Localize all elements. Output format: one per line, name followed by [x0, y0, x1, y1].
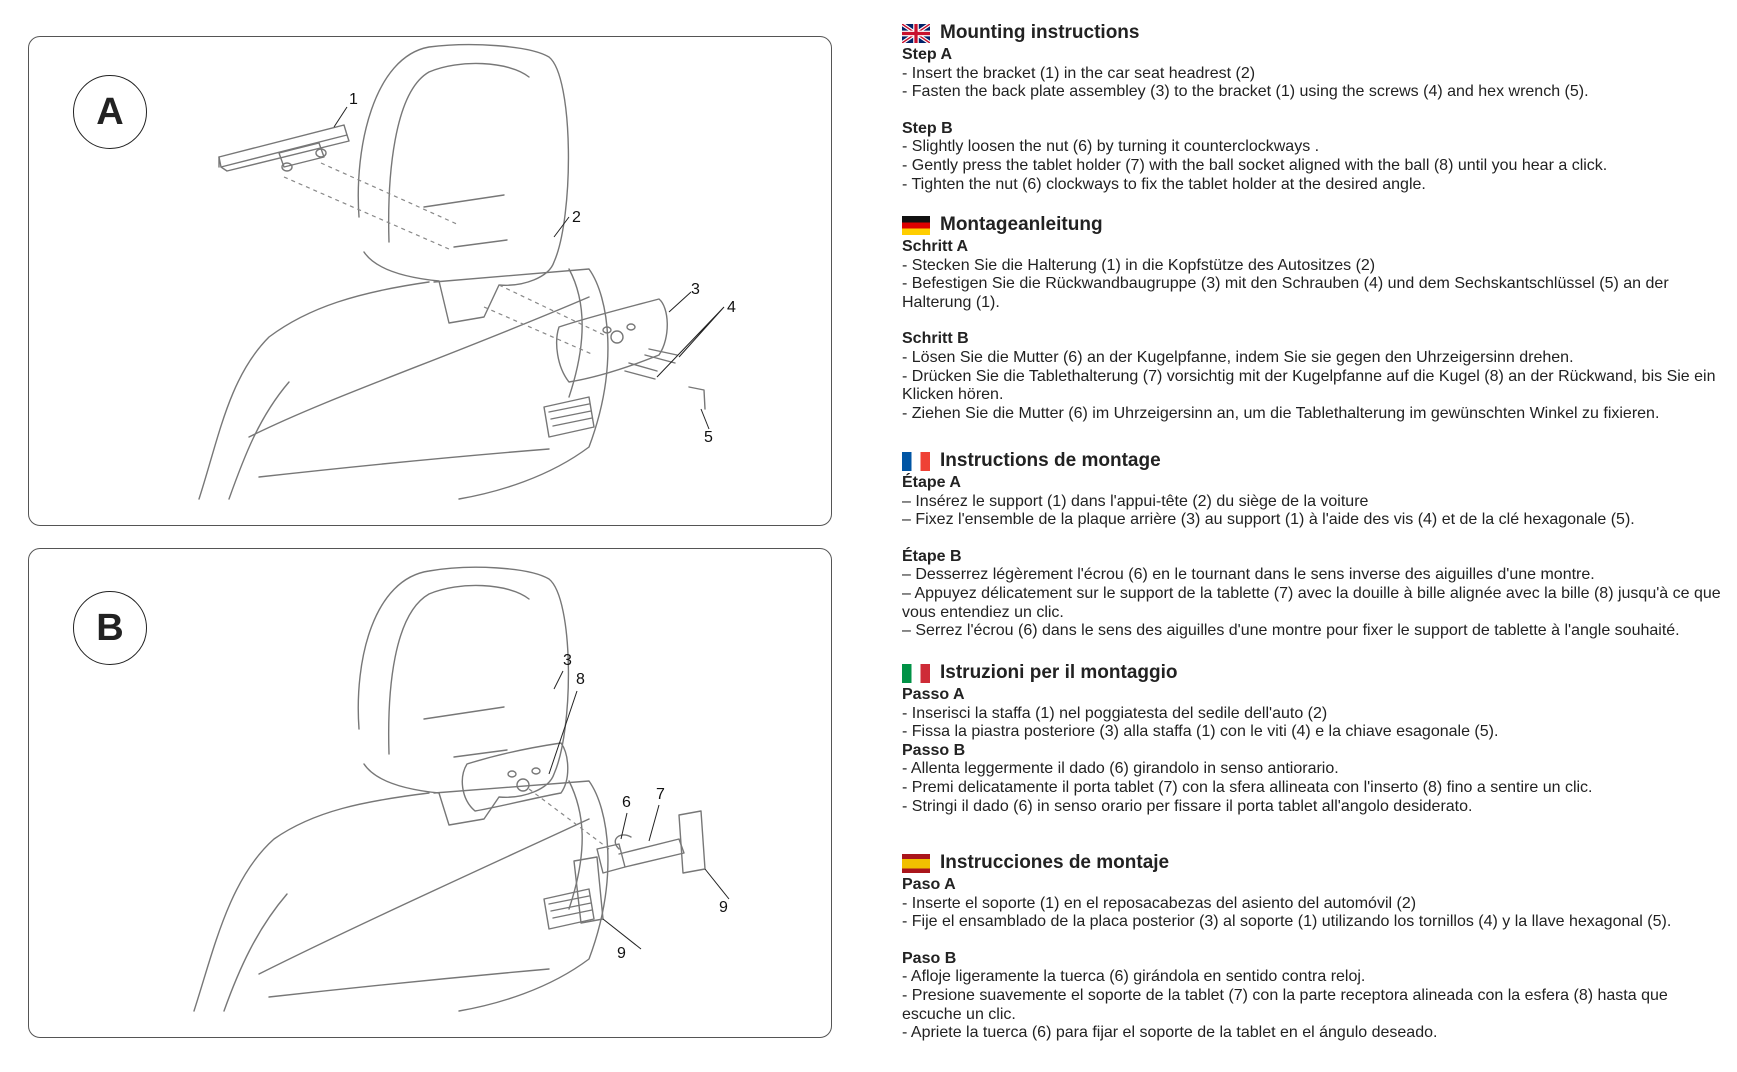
instruction-line: - Befestigen Sie die Rückwandbaugruppe (3) mit den Schrauben (4) und dem Sechskantschlüssel (5) an der Halterung (1).	[902, 275, 1669, 311]
callout-label: 1	[349, 91, 358, 108]
callout-label: 4	[727, 299, 736, 316]
instruction-line: - Inserisci la staffa (1) nel poggiatesta del sedile dell'auto (2)	[902, 704, 1328, 722]
step-b-badge: B	[73, 591, 147, 665]
instruction-line: - Gently press the tablet holder (7) with the ball socket aligned with the ball (8) until you hear a click.	[902, 156, 1608, 174]
instruction-line: - Tighten the nut (6) clockways to fix the tablet holder at the desired angle.	[902, 175, 1426, 193]
step-heading: Étape B	[902, 547, 962, 565]
section-title: Mounting instructions	[940, 21, 1140, 43]
callout-label: 3	[563, 652, 572, 669]
step-heading: Schritt A	[902, 238, 969, 255]
step-heading: Passo A	[902, 686, 965, 703]
germany-flag-icon	[902, 216, 930, 235]
callout-label: 7	[656, 786, 665, 803]
instruction-line: – Insérez le support (1) dans l'appui-tête (2) du siège de la voiture	[902, 492, 1369, 510]
instructions-spanish	[902, 850, 1722, 1043]
step-heading: Step B	[902, 119, 953, 137]
instruction-line: - Ziehen Sie die Mutter (6) im Uhrzeigersinn an, um die Tablethalterung im gewünschten Winkel zu fixieren.	[902, 404, 1660, 422]
instruction-line: - Drücken Sie die Tablethalterung (7) vorsichtig mit der Kugelpfanne auf die Kugel (8) an der Rückwand, bis Sie ein Klicken hören.	[902, 367, 1716, 404]
instruction-line: - Allenta leggermente il dado (6) girandolo in senso antiorario.	[902, 760, 1339, 778]
step-heading: Step A	[902, 46, 953, 63]
spain-flag-icon	[902, 854, 930, 873]
instruction-line: – Serrez l'écrou (6) dans le sens des aiguilles d'une montre pour fixer le support de tablette à l'angle souhaité.	[902, 622, 1680, 640]
callout-label: 9	[719, 899, 728, 916]
instruction-line: - Fissa la piastra posteriore (3) alla staffa (1) con le viti (4) e la chiave esagonale (5).	[902, 723, 1499, 741]
france-flag-icon	[902, 452, 930, 471]
step-heading: Paso B	[902, 949, 957, 967]
instructions-english	[902, 20, 1722, 194]
callout-label: 5	[704, 429, 713, 446]
instruction-line: - Stringi il dado (6) in senso orario per fissare il porta tablet all'angolo desiderato.	[902, 797, 1473, 815]
callout-label: 9	[617, 945, 626, 962]
instruction-line: - Presione suavemente el soporte de la tablet (7) con la parte receptora alineada con la esfera (8) hasta que escuche un clic.	[902, 986, 1668, 1023]
instruction-line: – Fixez l'ensemble de la plaque arrière (3) au support (1) à l'aide des vis (4) et de la clé hexagonale (5).	[902, 511, 1635, 529]
callout-label: 3	[691, 281, 700, 298]
callout-label: 2	[572, 209, 581, 226]
step-a-badge: A	[73, 75, 147, 149]
instructions-german	[902, 212, 1722, 423]
instruction-line: - Fije el ensamblado de la placa posterior (3) al soporte (1) utilizando los tornillos (4) y la llave hexagonal (5).	[902, 913, 1672, 931]
italy-flag-icon	[902, 664, 930, 683]
step-heading: Paso A	[902, 876, 956, 893]
instruction-line: - Premi delicatamente il porta tablet (7) con la sfera allineata con l'inserto (8) fino a sentire un clic.	[902, 778, 1593, 796]
callout-label: 8	[576, 671, 585, 688]
instruction-line: - Apriete la tuerca (6) para fijar el soporte de la tablet en el ángulo deseado.	[902, 1024, 1438, 1042]
section-title: Montageanleitung	[940, 213, 1103, 235]
seat-bracket-illustration	[29, 37, 832, 526]
section-title: Instructions de montage	[940, 449, 1161, 471]
section-title: Instrucciones de montaje	[940, 851, 1170, 873]
step-heading: Schritt B	[902, 330, 969, 348]
tablet-holder-illustration	[29, 549, 832, 1038]
instruction-line: - Slightly loosen the nut (6) by turning it counterclockways .	[902, 138, 1320, 156]
instruction-line: - Fasten the back plate assembley (3) to the bracket (1) using the screws (4) and hex wrench (5).	[902, 83, 1589, 101]
instructions-italian	[902, 660, 1722, 816]
step-a-illustration-panel	[28, 36, 832, 526]
instruction-line: - Stecken Sie die Halterung (1) in die Kopfstütze des Autositzes (2)	[902, 256, 1376, 274]
section-title: Istruzioni per il montaggio	[940, 661, 1178, 683]
instruction-line: - Inserte el soporte (1) en el reposacabezas del asiento del automóvil (2)	[902, 894, 1417, 912]
uk-flag-icon	[902, 24, 930, 43]
step-b-illustration-panel	[28, 548, 832, 1038]
callout-label: 6	[622, 794, 631, 811]
instruction-line: - Lösen Sie die Mutter (6) an der Kugelpfanne, indem Sie sie gegen den Uhrzeigersinn drehen.	[902, 348, 1574, 366]
step-heading: Étape A	[902, 474, 961, 491]
step-heading: Passo B	[902, 741, 966, 759]
instruction-line: - Insert the bracket (1) in the car seat headrest (2)	[902, 64, 1256, 82]
instructions-french	[902, 448, 1722, 641]
instruction-line: – Appuyez délicatement sur le support de la tablette (7) avec la douille à bille alignée avec la bille (8) jusqu'à ce que vous entendiez un clic.	[902, 584, 1721, 621]
instruction-line: – Desserrez légèrement l'écrou (6) en le tournant dans le sens inverse des aiguilles d'une montre.	[902, 566, 1595, 584]
instruction-line: - Afloje ligeramente la tuerca (6) girándola en sentido contra reloj.	[902, 968, 1366, 986]
